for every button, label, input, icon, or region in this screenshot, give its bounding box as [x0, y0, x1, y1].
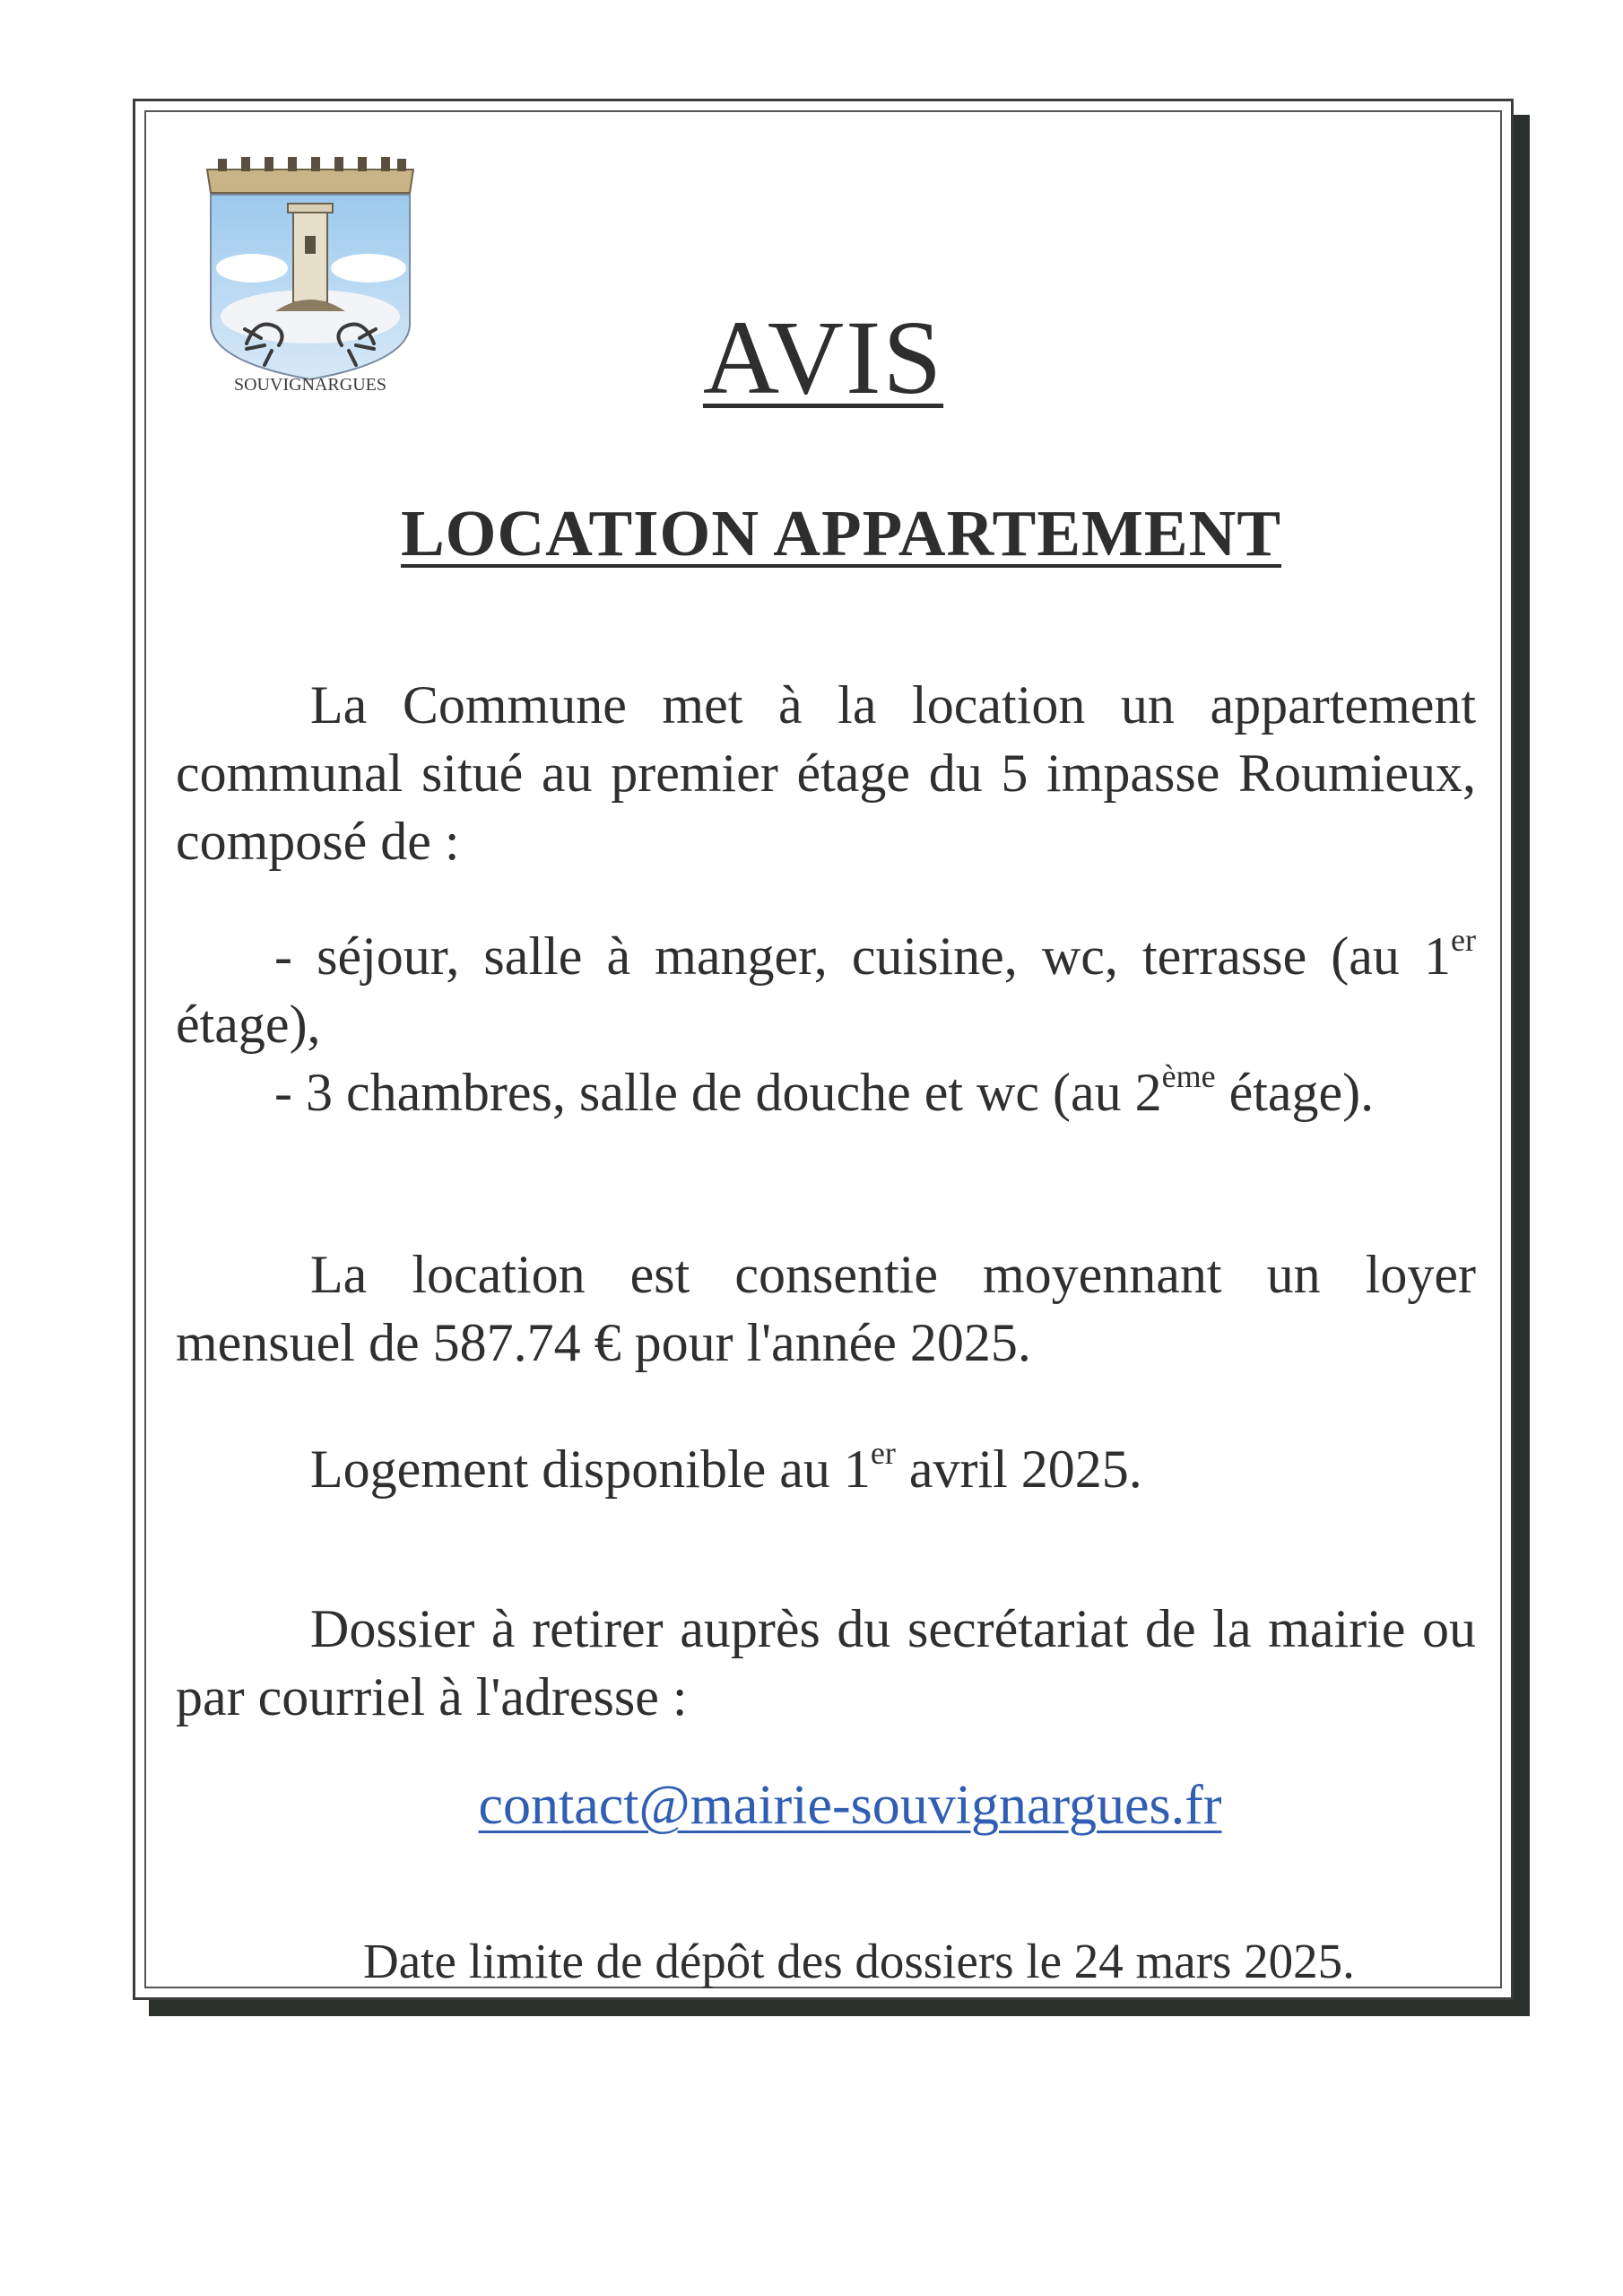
contact-email-link[interactable]: contact@mairie-souvignargues.fr	[478, 1775, 1222, 1836]
notice-title: AVIS	[702, 299, 944, 416]
availability-line: Logement disponible au 1er avril 2025.	[310, 1435, 1142, 1499]
logo-label: SOUVIGNARGUES	[233, 375, 387, 395]
rent-paragraph: La location est consentie moyennant un loyer mensuel de 587.74 € pour l'année 2025.	[176, 1245, 1476, 1372]
intro-paragraph: La Commune met à la location un appartement communal situé au premier étage du 5 impasse Roumieux, composé de :	[176, 675, 1476, 871]
rooms-list-item-first-floor: - séjour, salle à manger, cuisine, wc, terrasse (au 1er étage),	[176, 922, 1476, 1054]
application-paragraph: Dossier à retirer auprès du secrétariat de la mairie ou par courriel à l'adresse :	[176, 1599, 1476, 1726]
notice-subtitle: LOCATION APPARTEMENT	[400, 497, 1282, 570]
rooms-list	[176, 922, 1476, 1126]
email-line	[135, 1774, 1511, 1838]
deadline-line: Date limite de dépôt des dossiers le 24 mars 2025.	[363, 1934, 1355, 1988]
notice-frame	[133, 99, 1514, 2000]
rooms-list-item-second-floor: - 3 chambres, salle de douche et wc (au 2ème étage).	[274, 1058, 1375, 1122]
